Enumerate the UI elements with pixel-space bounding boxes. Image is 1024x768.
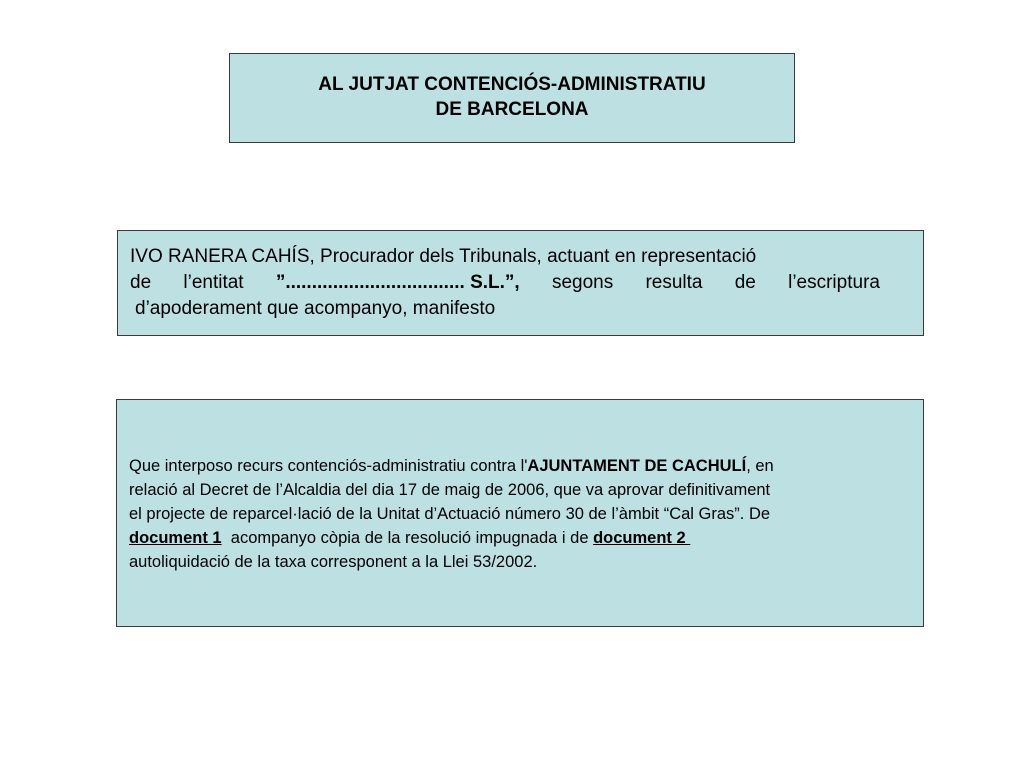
body-box: [116, 399, 924, 627]
intro-word: de: [130, 272, 152, 293]
document-2-ref: document 2: [593, 529, 691, 547]
header-line-1: AL JUTJAT CONTENCIÓS-ADMINISTRATIU: [318, 74, 706, 95]
body-line-3: el projecte de reparcel·lació de la Unitat d’Actuació número 30 de l’àmbit “Cal Gras”. De: [129, 505, 771, 523]
entity-name: ”.................................. S.L.”,: [275, 272, 520, 293]
header-box: [229, 53, 795, 143]
intro-word: l’entitat: [183, 272, 244, 293]
intro-box: [117, 230, 924, 336]
body-line-5: autoliquidació de la taxa corresponent a la Llei 53/2002.: [129, 553, 538, 571]
defendant-name: AJUNTAMENT DE CACHULÍ: [527, 457, 747, 475]
header-line-2: DE BARCELONA: [435, 99, 589, 120]
intro-line-2: [130, 270, 880, 296]
intro-line-3: d’apoderament que acompanyo, manifesto: [135, 298, 496, 319]
intro-word: de: [734, 272, 756, 293]
body-line-1: Que interposo recurs contenciós-administratiu contra l'AJUNTAMENT DE CACHULÍ, en: [129, 457, 774, 475]
intro-word: l’escriptura: [788, 272, 880, 293]
body-line-2: relació al Decret de l’Alcaldia del dia 17 de maig de 2006, que va aprovar definitivament: [129, 481, 771, 499]
intro-line-1: IVO RANERA CAHÍS, Procurador dels Tribunals, actuant en representació: [130, 246, 757, 267]
intro-word: segons: [551, 272, 614, 293]
body-line-4: document 1 acompanyo còpia de la resolució impugnada i de document 2: [129, 529, 691, 547]
document-1-ref: document 1: [129, 529, 222, 547]
intro-word: resulta: [645, 272, 703, 293]
